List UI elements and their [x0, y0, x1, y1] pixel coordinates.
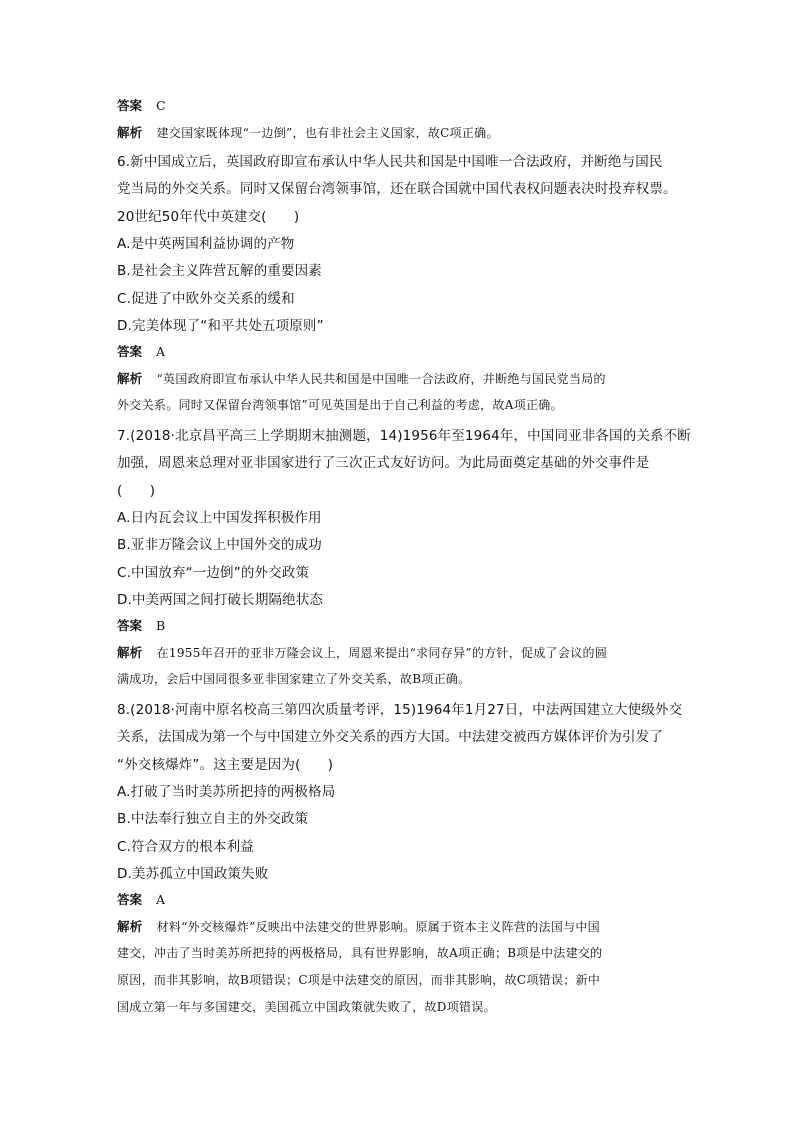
option-a: A.日内瓦会议上中国发挥积极作用 — [117, 510, 322, 526]
question-7-line: ( ) — [117, 483, 156, 499]
option-a: A.是中英两国利益协调的产物 — [117, 236, 295, 252]
answer-line — [117, 96, 166, 114]
option-d: D.美苏孤立中国政策失败 — [117, 866, 269, 882]
option-b: B.中法奉行独立自主的外交政策 — [117, 811, 309, 827]
explanation-text: 材料“外交核爆炸”反映出中法建交的世界影响。原属于资本主义阵营的法国与中国 — [156, 920, 600, 934]
explanation-label: 解析 — [117, 919, 143, 934]
question-6-line: 20世纪50年代中英建交( ) — [117, 209, 300, 225]
question-8-line: 关系，法国成为第一个与中国建立外交关系的西方大国。中法建交被西方媒体评价为引发了 — [117, 729, 663, 745]
option-b: B.亚非万隆会议上中国外交的成功 — [117, 537, 322, 553]
answer-label: 答案 — [117, 892, 143, 907]
question-8-line: “外交核爆炸”。这主要是因为( ) — [117, 757, 334, 773]
question-6-line: 党当局的外交关系。同时又保留台湾领事馆，还在联合国就中国代表权问题表决时投弃权票。 — [117, 181, 677, 197]
explanation-label: 解析 — [117, 645, 143, 660]
answer-line — [117, 616, 165, 634]
explanation-line — [117, 643, 607, 661]
option-b: B.是社会主义阵营瓦解的重要因素 — [117, 263, 322, 279]
option-c: C.中国放弃“一边倒”的外交政策 — [117, 565, 310, 581]
question-7-line: 加强，周恩来总理对亚非国家进行了三次正式友好访问。为此局面奠定基础的外交事件是 — [117, 455, 650, 471]
question-8-line: 8.(2018·河南中原名校高三第四次质量考评，15)1964年1月27日，中法两国建立大使级外交 — [117, 702, 683, 718]
explanation-text: 外交关系。同时又保留台湾领事馆”可见英国是出于自己利益的考虑，故A项正确。 — [117, 398, 563, 412]
explanation-text: 原因，而非其影响，故B项错误；C项是中法建交的原因，而非其影响，故C项错误；新中 — [117, 973, 601, 987]
answer-label: 答案 — [117, 618, 143, 633]
question-7-line: 7.(2018·北京昌平高三上学期期末抽测题，14)1956年至1964年，中国同亚非各国的关系不断 — [117, 428, 691, 444]
explanation-line — [117, 917, 600, 935]
explanation-text: 建交，冲击了当时美苏所把持的两极格局，具有世界影响，故A项正确；B项是中法建交的 — [117, 946, 603, 960]
option-c: C.符合双方的根本利益 — [117, 839, 254, 855]
answer-value: A — [156, 892, 166, 907]
option-a: A.打破了当时美苏所把持的两极格局 — [117, 784, 336, 800]
question-6-line: 6.新中国成立后，英国政府即宣布承认中华人民共和国是中国唯一合法政府，并断绝与国民 — [117, 154, 663, 170]
explanation-line — [117, 369, 606, 387]
explanation-text: 满成功，会后中国同很多亚非国家建立了外交关系，故B项正确。 — [117, 672, 471, 686]
answer-line — [117, 342, 165, 360]
explanation-text: 在1955年召开的亚非万隆会议上，周恩来提出“求同存异”的方针，促成了会议的圆 — [156, 646, 608, 660]
answer-line — [117, 890, 165, 908]
answer-value: B — [156, 618, 166, 633]
answer-label: 答案 — [117, 98, 143, 113]
explanation-label: 解析 — [117, 371, 143, 386]
answer-value: A — [156, 344, 166, 359]
answer-value: C — [156, 98, 166, 113]
explanation-text: 建交国家既体现“一边倒”，也有非社会主义国家，故C项正确。 — [156, 126, 499, 140]
explanation-label: 解析 — [117, 125, 143, 140]
explanation-text: 国成立第一年与多国建交，美国孤立中国政策就失败了，故D项错误。 — [117, 1000, 496, 1014]
explanation-line — [117, 123, 499, 141]
explanation-text: “英国政府即宣布承认中华人民共和国是中国唯一合法政府，并断绝与国民党当局的 — [156, 372, 606, 386]
option-d: D.中美两国之间打破长期隔绝状态 — [117, 592, 324, 608]
option-d: D.完美体现了“和平共处五项原则” — [117, 318, 324, 334]
answer-label: 答案 — [117, 344, 143, 359]
option-c: C.促进了中欧外交关系的缓和 — [117, 291, 295, 307]
